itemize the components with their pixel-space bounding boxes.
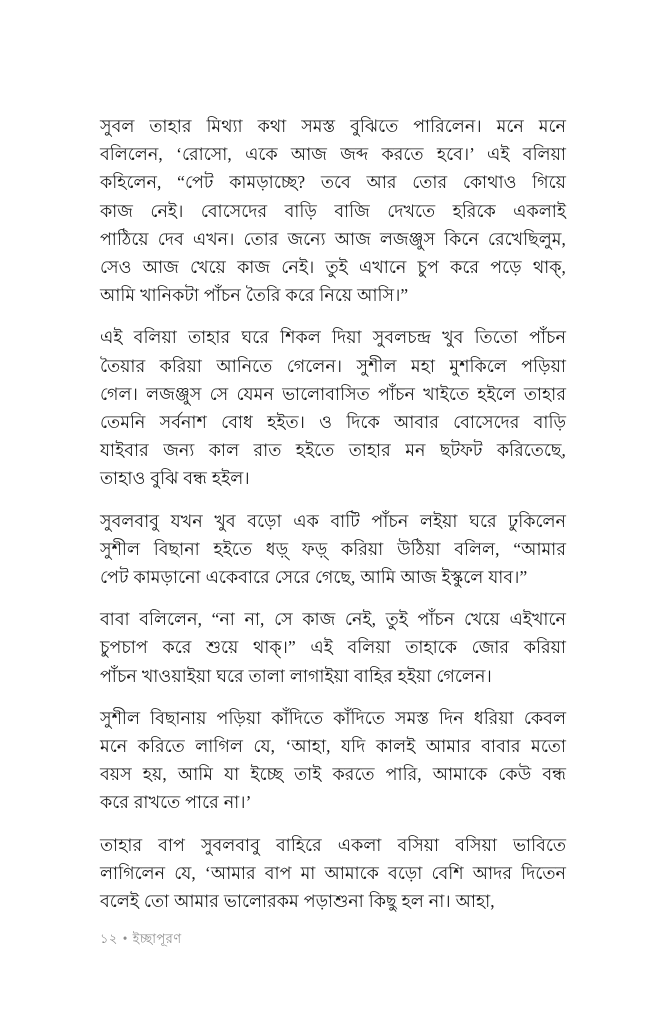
paragraph bbox=[100, 605, 566, 690]
text-line: বলেই তো আমার ভালোরকম পড়াশুনা কিছু হল না। আহা, bbox=[100, 891, 495, 912]
page-footer bbox=[100, 930, 182, 948]
text-line: বয়স হয়, আমি যা ইচ্ছে তাই করতে পারি, আমাকে কেউ বন্ধ bbox=[100, 764, 566, 785]
text-line: সুবল তাহার মিথ্যা কথা সমস্ত বুঝিতে পারিলেন। মনে মনে bbox=[100, 116, 566, 136]
paragraph bbox=[100, 112, 566, 309]
paragraph bbox=[100, 831, 566, 916]
paragraph bbox=[100, 704, 566, 817]
footer-separator-dot: • bbox=[122, 931, 128, 946]
text-line: বলিলেন, ‘রোসো, একে আজ জব্দ করতে হবে।’ এই বলিয়া bbox=[100, 144, 566, 165]
footer-book-title: ইচ্ছাপূরণ bbox=[132, 931, 182, 946]
text-line: পাঠিয়ে দেব এখন। তোর জন্যে আজ লজঞ্জুস কিনে রেখেছিলুম, bbox=[100, 228, 566, 249]
text-line: পেট কামড়ানো একেবারে সেরে গেছে, আমি আজ ইস্কুলে যাব।” bbox=[100, 567, 528, 588]
text-line: আমি খানিকটা পাঁচন তৈরি করে নিয়ে আসি।” bbox=[100, 285, 409, 306]
text-line: তাহার বাপ সুবলবাবু বাহিরে একলা বসিয়া বসিয়া ভাবিতে bbox=[100, 834, 566, 855]
text-line: পাঁচন খাওয়াইয়া ঘরে তালা লাগাইয়া বাহির হইয়া গেলেন। bbox=[100, 665, 492, 686]
text-line: সেও আজ খেয়ে কাজ নেই। তুই এখানে চুপ করে পড়ে থাক্‌, bbox=[100, 257, 566, 278]
page-body-text bbox=[100, 112, 566, 915]
text-line: চুপচাপ করে শুয়ে থাক্‌।” এই বলিয়া তাহাকে জোর করিয়া bbox=[100, 637, 566, 658]
text-line: সুশীল বিছানা হইতে ধড়্‌ ফড়্‌ করিয়া উঠিয়া বলিল, “আমার bbox=[100, 538, 566, 559]
text-line: কহিলেন, “পেট কামড়াচ্ছে? তবে আর তোর কোথাও গিয়ে bbox=[100, 172, 566, 193]
text-line: তেমনি সর্বনাশ বোধ হইত। ও দিকে আবার বোসেদের বাড়ি bbox=[100, 412, 566, 433]
text-line: গেল। লজঞ্জুস সে যেমন ভালোবাসিত পাঁচন খাইতে হইলে তাহার bbox=[100, 383, 566, 404]
text-line: লাগিলেন যে, ‘আমার বাপ মা আমাকে বড়ো বেশি আদর দিতেন bbox=[100, 862, 566, 883]
text-line: সুবলবাবু যখন খুব বড়ো এক বাটি পাঁচন লইয়া ঘরে ঢুকিলেন bbox=[100, 510, 566, 531]
text-line: যাইবার জন্য কাল রাত হইতে তাহার মন ছটফট করিতেছে, bbox=[100, 440, 566, 461]
footer-page-number: ১২ bbox=[100, 931, 118, 946]
text-line: মনে করিতে লাগিল যে, ‘আহা, যদি কালই আমার বাবার মতো bbox=[100, 736, 566, 757]
paragraph bbox=[100, 323, 566, 492]
text-line: বাবা বলিলেন, “না না, সে কাজ নেই, তুই পাঁচন খেয়ে এইখানে bbox=[100, 609, 566, 630]
text-line: কাজ নেই। বোসেদের বাড়ি বাজি দেখতে হরিকে একলাই bbox=[100, 200, 566, 221]
text-line: এই বলিয়া তাহার ঘরে শিকল দিয়া সুবলচন্দ্র খুব তিতো পাঁচন bbox=[100, 327, 566, 348]
text-line: সুশীল বিছানায় পড়িয়া কাঁদিতে কাঁদিতে সমস্ত দিন ধরিয়া কেবল bbox=[100, 707, 566, 728]
text-line: তৈয়ার করিয়া আনিতে গেলেন। সুশীল মহা মুশকিলে পড়িয়া bbox=[100, 355, 566, 376]
text-line: তাহাও বুঝি বন্ধ হইল। bbox=[100, 468, 250, 489]
paragraph bbox=[100, 507, 566, 592]
text-line: করে রাখতে পারে না।’ bbox=[100, 792, 252, 813]
